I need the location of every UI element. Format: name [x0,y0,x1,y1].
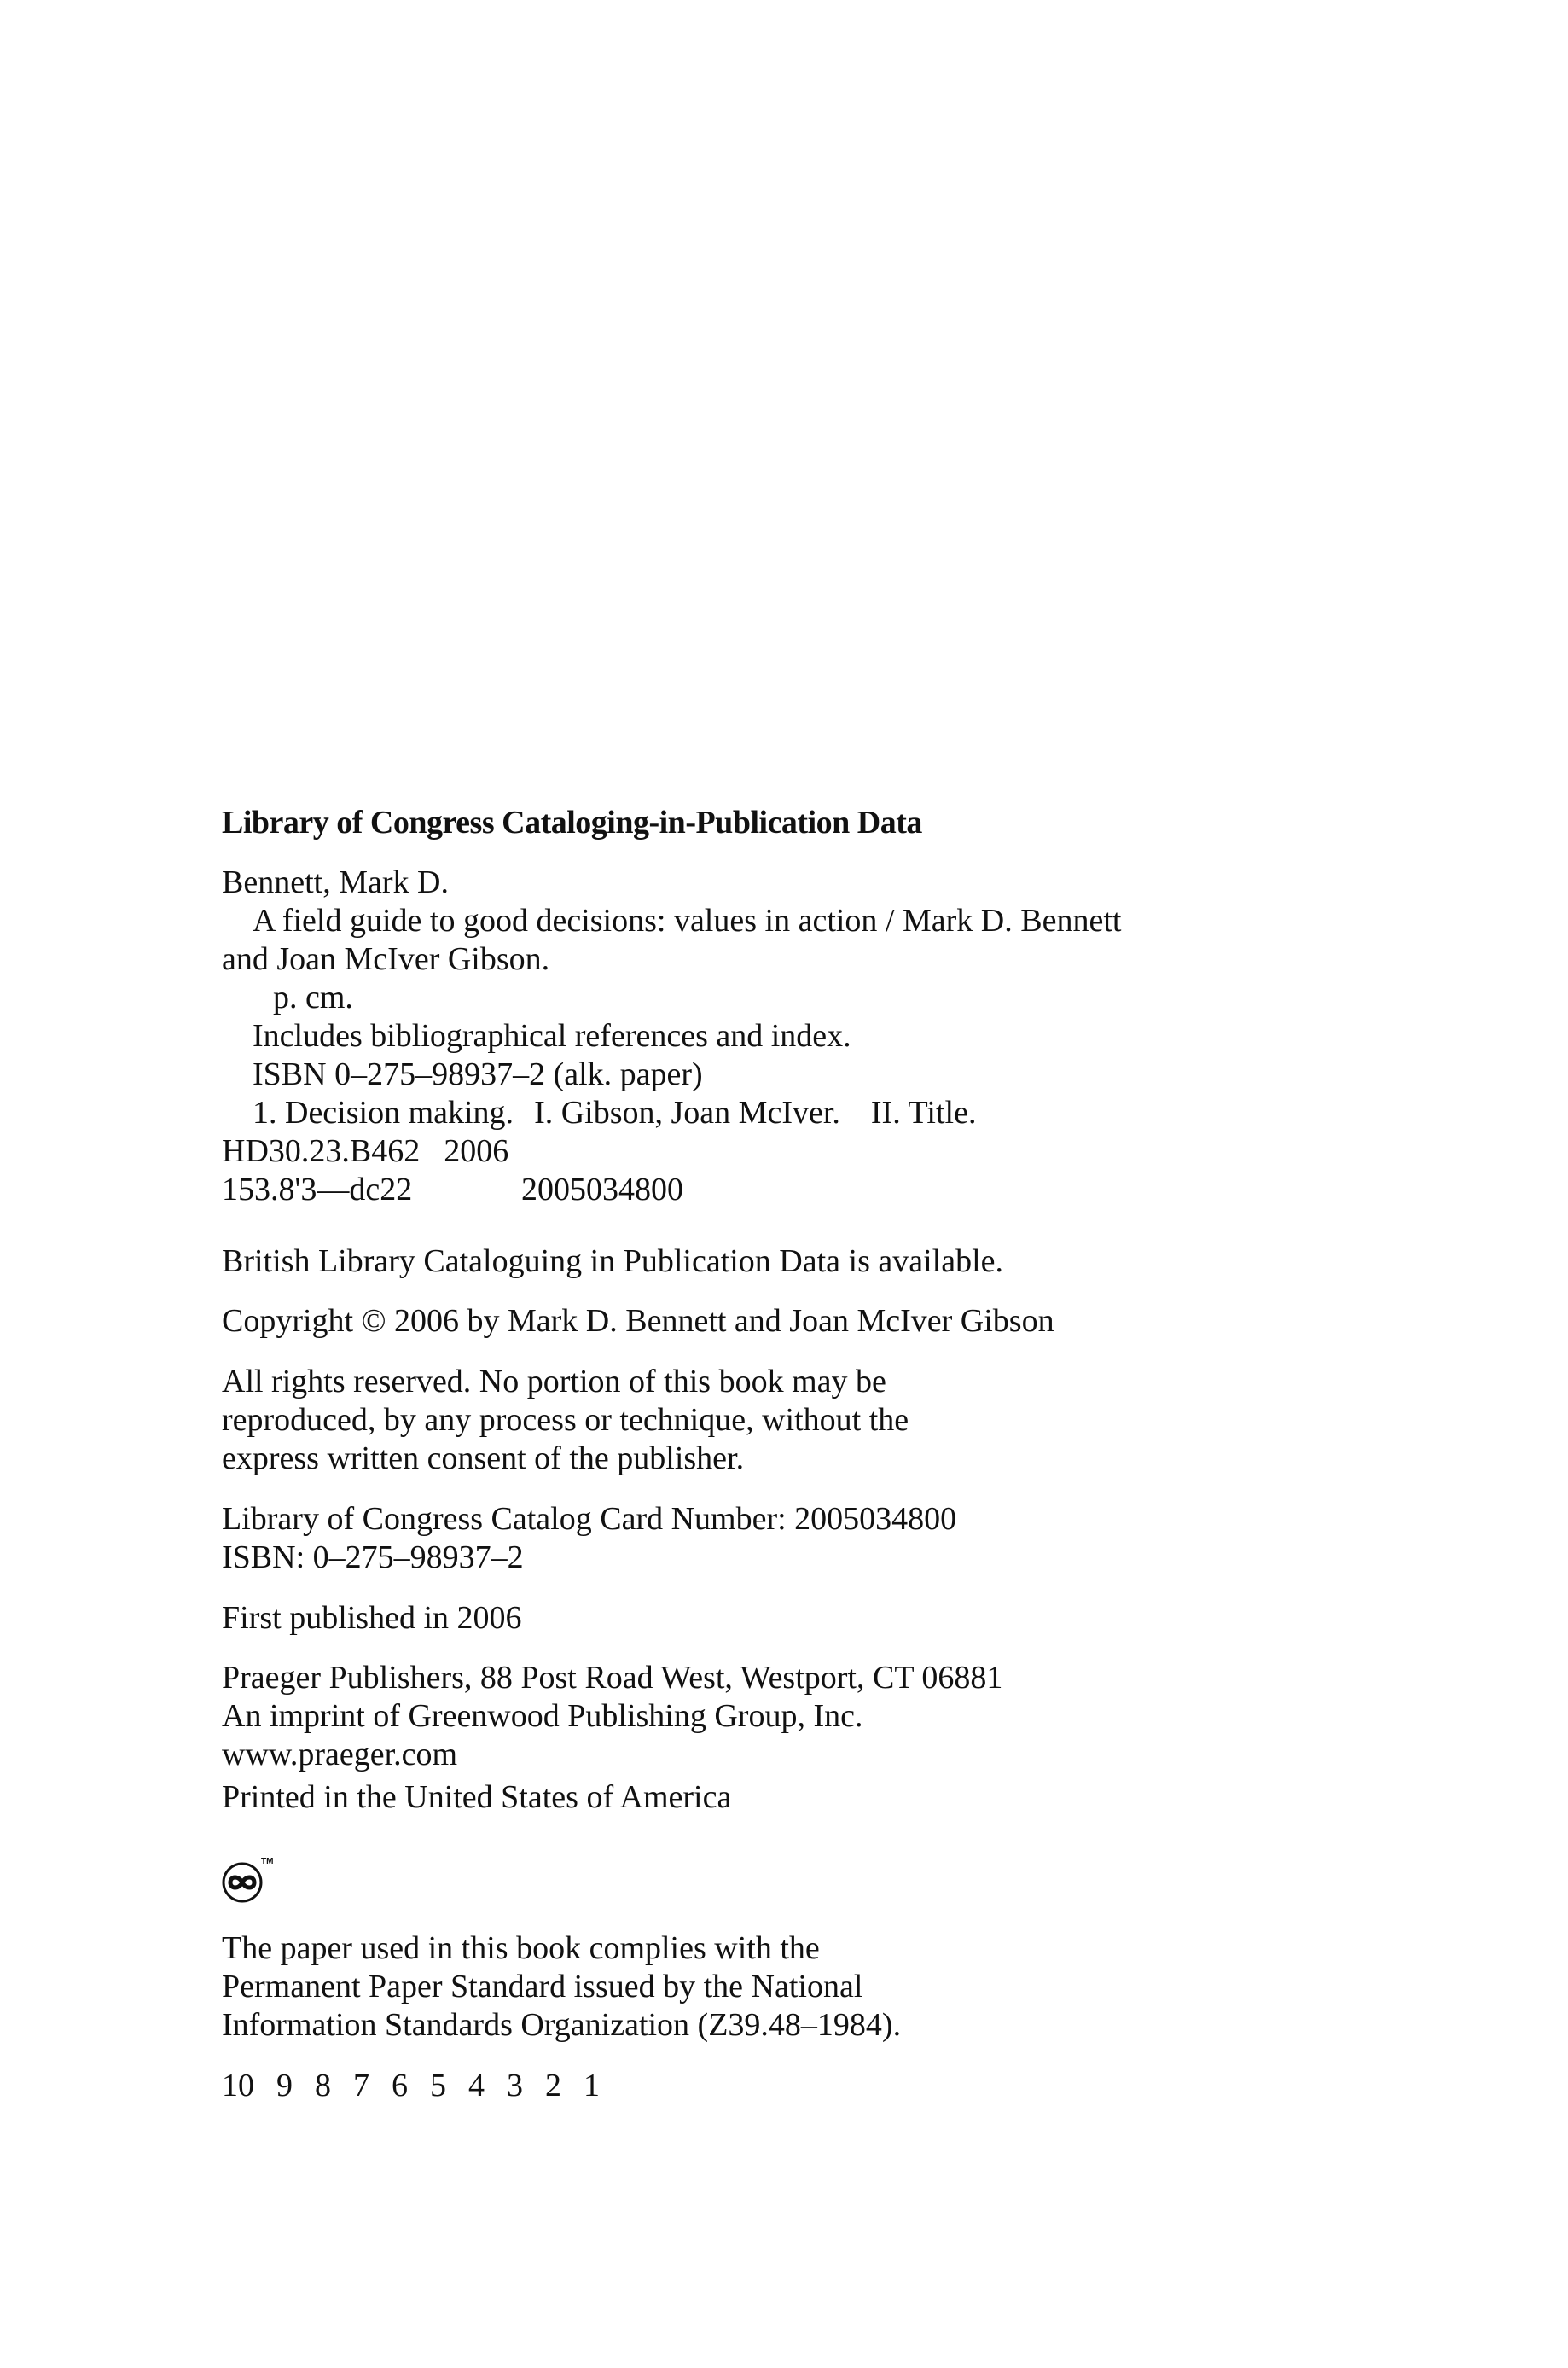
cip-author: Bennett, Mark D. [222,864,449,900]
publisher-block [222,1659,1331,1774]
british-library-block [222,1242,1331,1281]
cip-lccn: 2005034800 [521,1172,683,1207]
print-number: 6 [392,2068,408,2103]
cip-record [222,864,1331,1209]
british-library-notice: British Library Cataloguing in Publication Data is available. [222,1243,1004,1279]
paper-notice-line-2: Permanent Paper Standard issued by the National [222,1969,863,2004]
cip-block [222,804,1331,842]
print-line-block [222,2067,1331,2105]
print-number: 3 [507,2068,523,2103]
print-number: 1 [584,2068,600,2103]
copyright-block [222,1302,1331,1341]
infinity-permanent-paper-icon [220,1852,275,1906]
paper-notice-line-1: The paper used in this book complies with the [222,1930,820,1966]
cip-subject-3: II. Title. [870,1095,977,1131]
cip-title-line2: and Joan McIver Gibson. [222,941,550,977]
cip-lc-class: HD30.23.B462 [222,1133,421,1169]
rights-block [222,1363,1331,1478]
cip-title-line1: A field guide to good decisions: values in action / Mark D. Bennett [253,903,1122,939]
cip-subject-1: 1. Decision making. [253,1095,514,1131]
publisher-address: Praeger Publishers, 88 Post Road West, Westport, CT 06881 [222,1660,1003,1696]
printed-block [222,1778,1331,1817]
first-published: First published in 2006 [222,1600,522,1636]
printed-in: Printed in the United States of America [222,1779,732,1815]
rights-line-3: express written consent of the publisher. [222,1440,745,1476]
trademark-mark: TM [261,1857,274,1866]
rights-line-2: reproduced, by any process or technique, without the [222,1402,909,1438]
cip-includes: Includes bibliographical references and index. [253,1018,851,1054]
print-number: 8 [315,2068,331,2103]
cip-heading: Library of Congress Cataloging-in-Publication Data [222,805,922,841]
first-published-block [222,1599,1331,1638]
paper-notice-line-3: Information Standards Organization (Z39.48–1984). [222,2007,902,2043]
cip-subject-2: I. Gibson, Joan McIver. [534,1095,840,1131]
cip-call-number [222,1132,1331,1171]
paper-notice-block [222,1929,1331,2045]
copyright-notice: Copyright © 2006 by Mark D. Bennett and Joan McIver Gibson [222,1303,1054,1339]
publisher-imprint: An imprint of Greenwood Publishing Group, Inc. [222,1698,863,1734]
print-number: 4 [468,2068,485,2103]
print-line [222,2067,1331,2105]
cip-pages: p. cm. [273,980,353,1015]
cip-year: 2006 [444,1133,509,1169]
print-number: 5 [430,2068,446,2103]
print-number: 10 [222,2068,254,2103]
catalog-card-block [222,1500,1331,1577]
cip-isbn: ISBN 0–275–98937–2 (alk. paper) [253,1056,703,1092]
catalog-card-number: Library of Congress Catalog Card Number: 2005034800 [222,1501,957,1537]
cip-dewey-code: 153.8'3—dc22 [222,1172,413,1207]
isbn-plain: ISBN: 0–275–98937–2 [222,1539,524,1575]
publisher-website: www.praeger.com [222,1737,458,1772]
print-number: 7 [353,2068,369,2103]
cip-subjects [222,1094,1331,1132]
cip-dewey [222,1171,1331,1209]
rights-line-1: All rights reserved. No portion of this book may be [222,1364,886,1399]
print-number: 2 [545,2068,561,2103]
print-number: 9 [276,2068,293,2103]
